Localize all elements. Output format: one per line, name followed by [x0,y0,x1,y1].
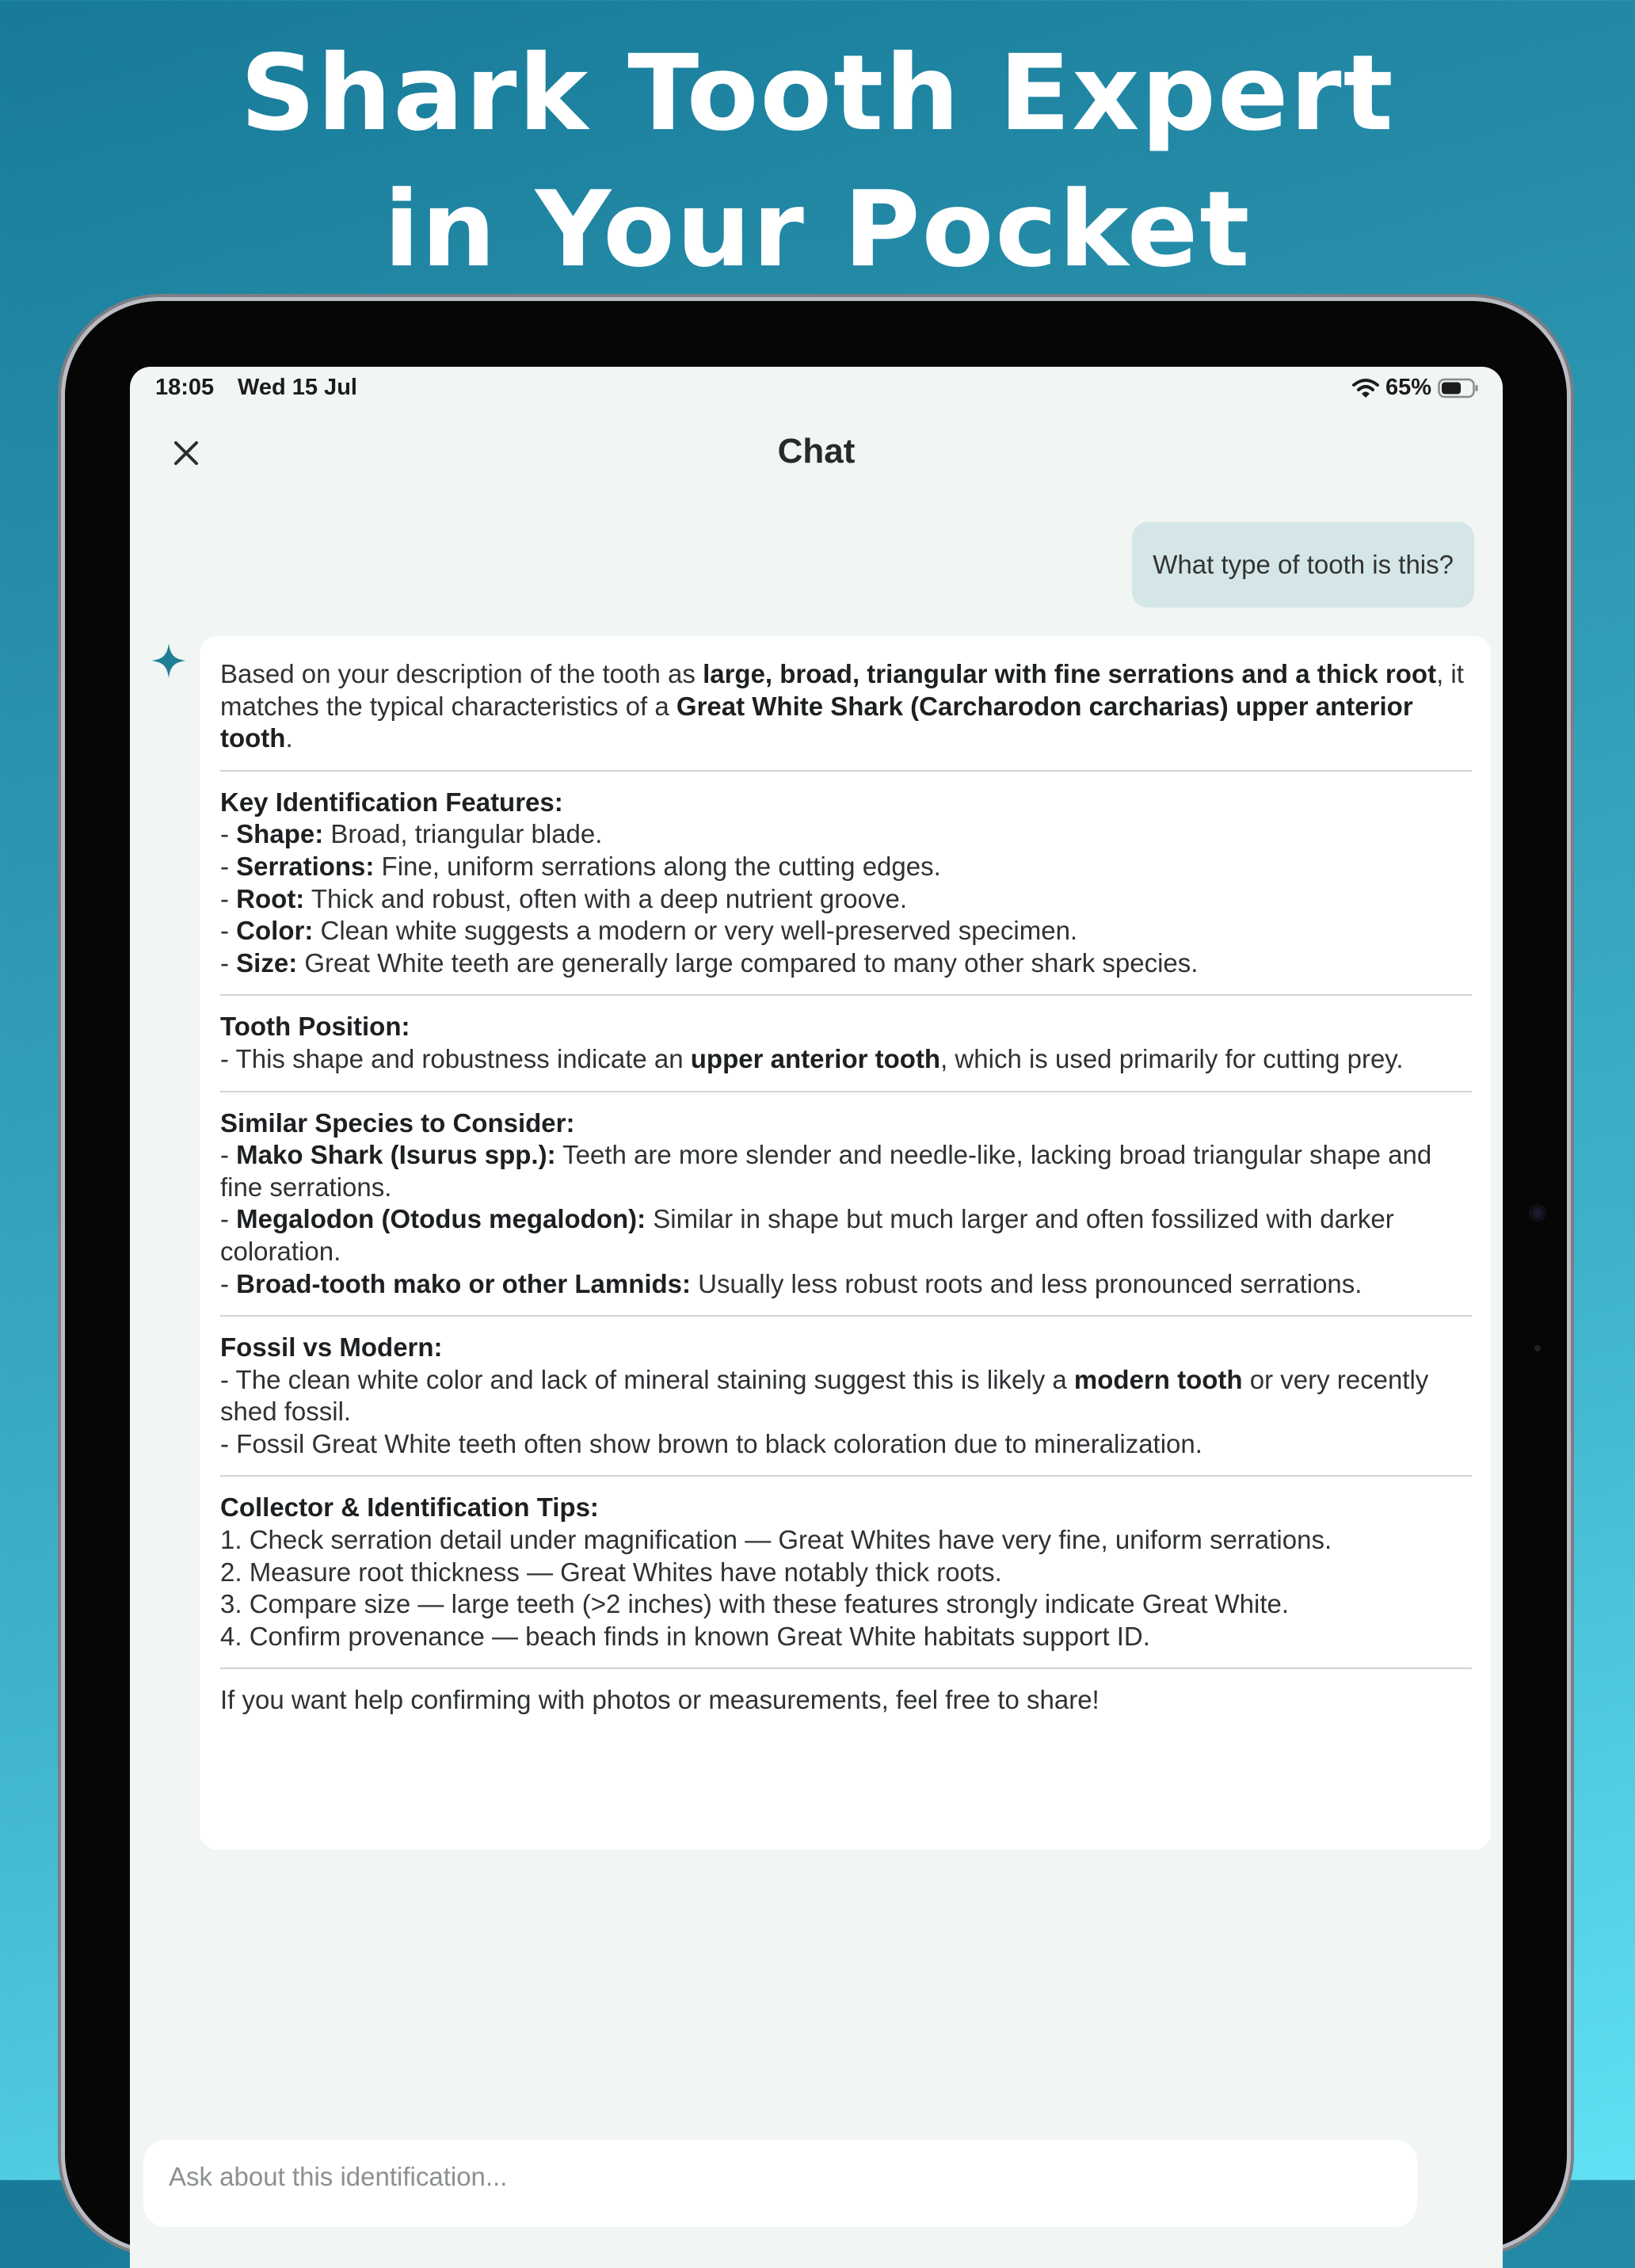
section-title: Collector & Identification Tips: [220,1492,599,1523]
device-top-button [1361,295,1477,301]
list-item: - Fossil Great White teeth often show brown to black coloration due to mineralization. [220,1428,1202,1458]
item-label: Broad-tooth mako or other Lamnids: [236,1268,692,1298]
status-bar [130,367,1503,406]
item-label: Shape: [236,819,324,849]
item-prefix: - [220,916,237,946]
section-divider [220,1668,1472,1669]
item-text: Usually less robust roots and less pronounced serrations. [691,1268,1362,1298]
item-text: or very recently shed fossil. [220,1364,1429,1427]
item-text: Great White teeth are generally large compared to many other shark species. [297,947,1199,978]
intro-bold-1: large, broad, triangular with fine serrations and a thick root [703,659,1437,688]
status-date: Wed 15 Jul [238,375,357,400]
headline-line-1: Shark Tooth Expert [240,32,1395,154]
status-time: 18:05 [155,375,215,400]
battery-percentage: 65% [1385,375,1431,400]
item-label: Root: [236,883,305,913]
assistant-message-card [200,636,1491,1850]
item-text: - This shape and robustness indicate an [220,1043,691,1073]
item-text: Similar in shape but much larger and often fossilized with darker coloration. [220,1204,1394,1266]
sparkle-icon [151,642,187,679]
item-prefix: - [220,1140,237,1170]
intro-text-1: Based on your description of the tooth as [220,659,703,688]
item-prefix: - [220,883,237,913]
intro-text-2: , it matches the typical characteristics of a [220,659,1464,721]
key-features-section [220,787,1472,980]
user-message-bubble [1132,522,1474,608]
light-sensor [1534,1345,1541,1351]
section-title: Fossil vs Modern: [220,1332,443,1363]
item-text: Thick and robust, often with a deep nutrient groove. [304,883,908,913]
section-title: Key Identification Features: [220,787,563,817]
section-divider [220,1475,1472,1477]
list-item: 3. Compare size — large teeth (>2 inches) with these features strongly indicate Great White. [220,1589,1290,1619]
item-bold: upper anterior tooth [690,1043,941,1073]
item-text: - The clean white color and lack of mineral staining suggest this is likely a [220,1364,1074,1394]
item-label: Mako Shark (Isurus spp.): [236,1140,556,1170]
assistant-intro [220,658,1472,755]
battery-icon [1438,378,1479,398]
list-item: 2. Measure root thickness — Great Whites have notably thick roots. [220,1557,1002,1587]
collector-tips-section [220,1492,1472,1652]
tooth-position-section [220,1011,1472,1075]
section-divider [220,1315,1472,1317]
section-title: Similar Species to Consider: [220,1107,575,1138]
device-volume-down-button [1567,524,1573,593]
similar-species-section [220,1107,1472,1301]
item-text: Clean white suggests a modern or very well-preserved specimen. [313,916,1078,946]
list-item [220,1043,1472,1076]
chat-input-placeholder: Ask about this identification... [169,2162,508,2191]
item-label: Size: [236,947,298,978]
wifi-icon [1352,378,1379,398]
item-prefix: - [220,819,237,849]
item-text: Broad, triangular blade. [323,819,603,849]
headline-line-2: in Your Pocket [383,169,1252,291]
item-label: Serrations: [236,851,375,881]
device-volume-up-button [1567,440,1573,509]
item-bold: modern tooth [1073,1364,1243,1394]
item-prefix: - [220,1268,237,1298]
section-divider [220,1091,1472,1092]
item-label: Color: [236,916,314,946]
list-item [220,1139,1472,1203]
app-screen [130,367,1503,2268]
section-divider [220,770,1472,772]
assistant-closing: If you want help confirming with photos or measurements, feel free to share! [220,1685,1100,1715]
list-item [220,1364,1472,1428]
item-label: Megalodon (Otodus megalodon): [236,1204,646,1234]
status-indicators [1352,375,1479,401]
list-item [220,1203,1472,1267]
list-item [220,947,1472,980]
fossil-vs-modern-section [220,1332,1472,1460]
list-item: 4. Confirm provenance — beach finds in known Great White habitats support ID. [220,1621,1150,1651]
list-item [220,883,1472,916]
list-item: 1. Check serration detail under magnification — Great Whites have very fine, uniform serrations. [220,1525,1332,1555]
chat-input[interactable] [143,2140,1417,2227]
item-text: Teeth are more slender and needle-like, lacking broad triangular shape and fine serrations. [220,1140,1432,1202]
item-text: Fine, uniform serrations along the cutting edges. [374,851,941,881]
list-item [220,818,1472,851]
page-title: Chat [777,432,856,471]
front-camera [1529,1204,1546,1222]
promo-headline [0,25,1635,298]
intro-text-3: . [285,723,293,753]
item-prefix: - [220,851,237,881]
item-prefix: - [220,1204,237,1234]
list-item [220,915,1472,947]
list-item [220,851,1472,883]
section-divider [220,994,1472,996]
intro-bold-2: Great White Shark (Carcharodon carcharias) upper anterior tooth [220,691,1413,753]
section-title: Tooth Position: [220,1012,410,1042]
item-text: , which is used primarily for cutting prey. [940,1043,1404,1073]
list-item [220,1268,1472,1301]
item-prefix: - [220,947,237,978]
user-message-text: What type of tooth is this? [1153,550,1454,579]
